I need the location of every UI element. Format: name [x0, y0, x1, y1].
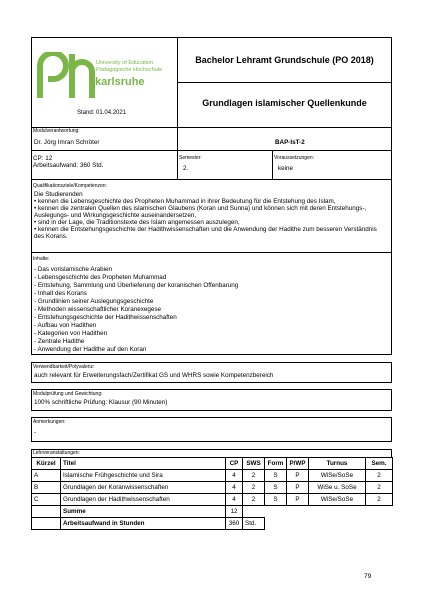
courses-table	[31, 457, 393, 530]
program-title: Bachelor Lehramt Grundschule (PO 2018)	[195, 55, 374, 65]
qualification-line: Die Studierenden	[34, 191, 83, 198]
col-header: Titel	[61, 458, 226, 470]
stand-date: Stand: 01.04.2021	[77, 110, 127, 116]
table-header-row	[32, 458, 393, 470]
contents-item: - Aufbau von Hadithen	[34, 322, 97, 329]
remarks-label: Anmerkungen:	[33, 419, 66, 425]
course-cp: 4	[226, 470, 243, 482]
qualification-line: • kennen die Lebensgeschichte des Propheten Muhammad in ihrer Bedeutung für die Entstehung des Islam,	[34, 198, 336, 205]
remarks-value: -	[34, 429, 37, 436]
course-pwp: P	[287, 494, 309, 506]
workload-row	[32, 518, 393, 530]
course-sws: 2	[243, 494, 265, 506]
course-pwp: P	[287, 482, 309, 494]
course-sws: 2	[243, 482, 265, 494]
contents-item: - Kategorien von Hadithen	[34, 330, 108, 337]
course-code: C	[32, 494, 61, 506]
col-header: SWS	[243, 458, 265, 470]
usability-label: Verwendbarkeit/Polyvalenz:	[33, 364, 95, 370]
course-sem: 2	[366, 482, 393, 494]
responsible-label: Modulverantwortung:	[33, 128, 80, 134]
table-row	[32, 482, 393, 494]
ph-logo	[36, 52, 176, 102]
contents-item: - Entstehungsgeschichte der Hadithwissenschaften	[34, 314, 177, 321]
sum-empty	[243, 506, 265, 518]
contents-item: - Methoden wissenschaftlicher Koranexegese	[34, 306, 162, 313]
ph-logo-mark	[36, 52, 96, 100]
module-title: Grundlagen islamischer Quellenkunde	[202, 98, 367, 108]
contents-item: - Inhalt des Korans	[34, 290, 87, 297]
logo-city: karlsruhe	[95, 76, 145, 88]
cp-value: CP: 12	[33, 155, 53, 162]
col-header: P/WP	[287, 458, 309, 470]
qualification-label: Qualifikationsziele/Kompetenzen:	[33, 183, 107, 189]
course-cp: 4	[226, 494, 243, 506]
exam-value: 100% schriftliche Prüfung: Klausur (90 Minuten)	[34, 399, 168, 406]
workload-empty	[287, 518, 309, 530]
usability-value: auch relevant für Erweiterungsfach/Zertifikat GS und WHRS sowie Kompetenzbereich	[34, 372, 274, 379]
course-cp: 4	[226, 482, 243, 494]
contents-item: - Lebensgeschichte des Propheten Muhammad	[34, 274, 167, 281]
workload-empty	[366, 518, 393, 530]
course-code: B	[32, 482, 61, 494]
workload-label: Arbeitsaufwand in Stunden	[61, 518, 226, 530]
table-row	[32, 494, 393, 506]
sum-spacer	[32, 506, 61, 518]
logo-line-2: Pädagogische Hochschule	[96, 67, 163, 73]
course-form: S	[265, 494, 287, 506]
workload-spacer	[32, 518, 61, 530]
workload-empty	[265, 518, 287, 530]
course-form: S	[265, 482, 287, 494]
contents-item: - Das vorislamische Arabien	[34, 266, 113, 273]
sum-cp: 12	[226, 506, 243, 518]
prereq-value: keine	[278, 165, 294, 172]
course-pwp: P	[287, 470, 309, 482]
exam-label: Modulprüfung und Gewichtung:	[33, 391, 103, 397]
workload-unit: Std.	[243, 518, 265, 530]
sum-empty	[287, 506, 309, 518]
course-sws: 2	[243, 470, 265, 482]
sum-empty	[366, 506, 393, 518]
course-turnus: WiSe/SoSe	[309, 494, 366, 506]
col-header: CP	[226, 458, 243, 470]
contents-item: - Zentrale Hadithe	[34, 338, 85, 345]
contents-item: - Grundlinien seiner Auslegungsgeschichte	[34, 298, 154, 305]
col-header: Sem.	[366, 458, 393, 470]
prereq-label: Voraussetzungen:	[274, 155, 315, 161]
qualification-line: des Korans.	[34, 233, 68, 240]
col-header: Form	[265, 458, 287, 470]
sum-row	[32, 506, 393, 518]
page-number: 79	[364, 573, 372, 580]
logo-line-1: University of Education	[96, 60, 154, 66]
course-turnus: WiSe u. SoSe	[309, 482, 366, 494]
course-sem: 2	[366, 470, 393, 482]
responsible-name: Dr. Jörg Imran Schröter	[34, 139, 100, 146]
semester-value: 2.	[183, 165, 189, 172]
course-turnus: WiSe/SoSe	[309, 470, 366, 482]
sum-empty	[265, 506, 287, 518]
qualification-line: • kennen die zentralen Quellen des islamischen Glaubens (Koran und Sunna) und können sich mit deren Entstehungs-,	[34, 205, 367, 212]
course-title: Islamische Frühgeschichte und Sira	[61, 470, 226, 482]
module-code: BAP-IsT-2	[275, 139, 305, 146]
qualification-line: • sind in der Lage, die Traditionstexte des Islam angemessen auszulegen,	[34, 219, 240, 226]
sum-label: Summe	[61, 506, 226, 518]
col-header: Kürzel	[32, 458, 61, 470]
course-code: A	[32, 470, 61, 482]
contents-item: - Anwendung der Hadithe auf den Koran	[34, 346, 147, 353]
qualification-line: Auslegungs- und Wirkungsgeschichte auseinandersetzen,	[34, 212, 197, 219]
workload-value: Arbeitsaufwand: 360 Std.	[33, 162, 104, 169]
courses-label: Lehrveranstaltungen:	[33, 450, 80, 456]
sum-empty	[309, 506, 366, 518]
course-form: S	[265, 470, 287, 482]
course-title: Grundlagen der Koranwissenschaften	[61, 482, 226, 494]
qualification-line: • kennen die Entstehungsgeschichte der Hadithwissenschaften und die Anwendung der Hadithe zum besseren Verständnis	[34, 226, 377, 233]
table-row	[32, 470, 393, 482]
col-header: Turnus	[309, 458, 366, 470]
remarks-section	[31, 417, 392, 442]
workload-hours: 360	[226, 518, 243, 530]
semester-label: Semester:	[179, 155, 202, 161]
workload-empty	[309, 518, 366, 530]
course-sem: 2	[366, 494, 393, 506]
contents-label: Inhalte:	[33, 256, 50, 262]
contents-item: - Entstehung, Sammlung und Überlieferung der koranischen Offenbarung	[34, 282, 239, 289]
course-title: Grundlagen der Hadithwissenschaften	[61, 494, 226, 506]
